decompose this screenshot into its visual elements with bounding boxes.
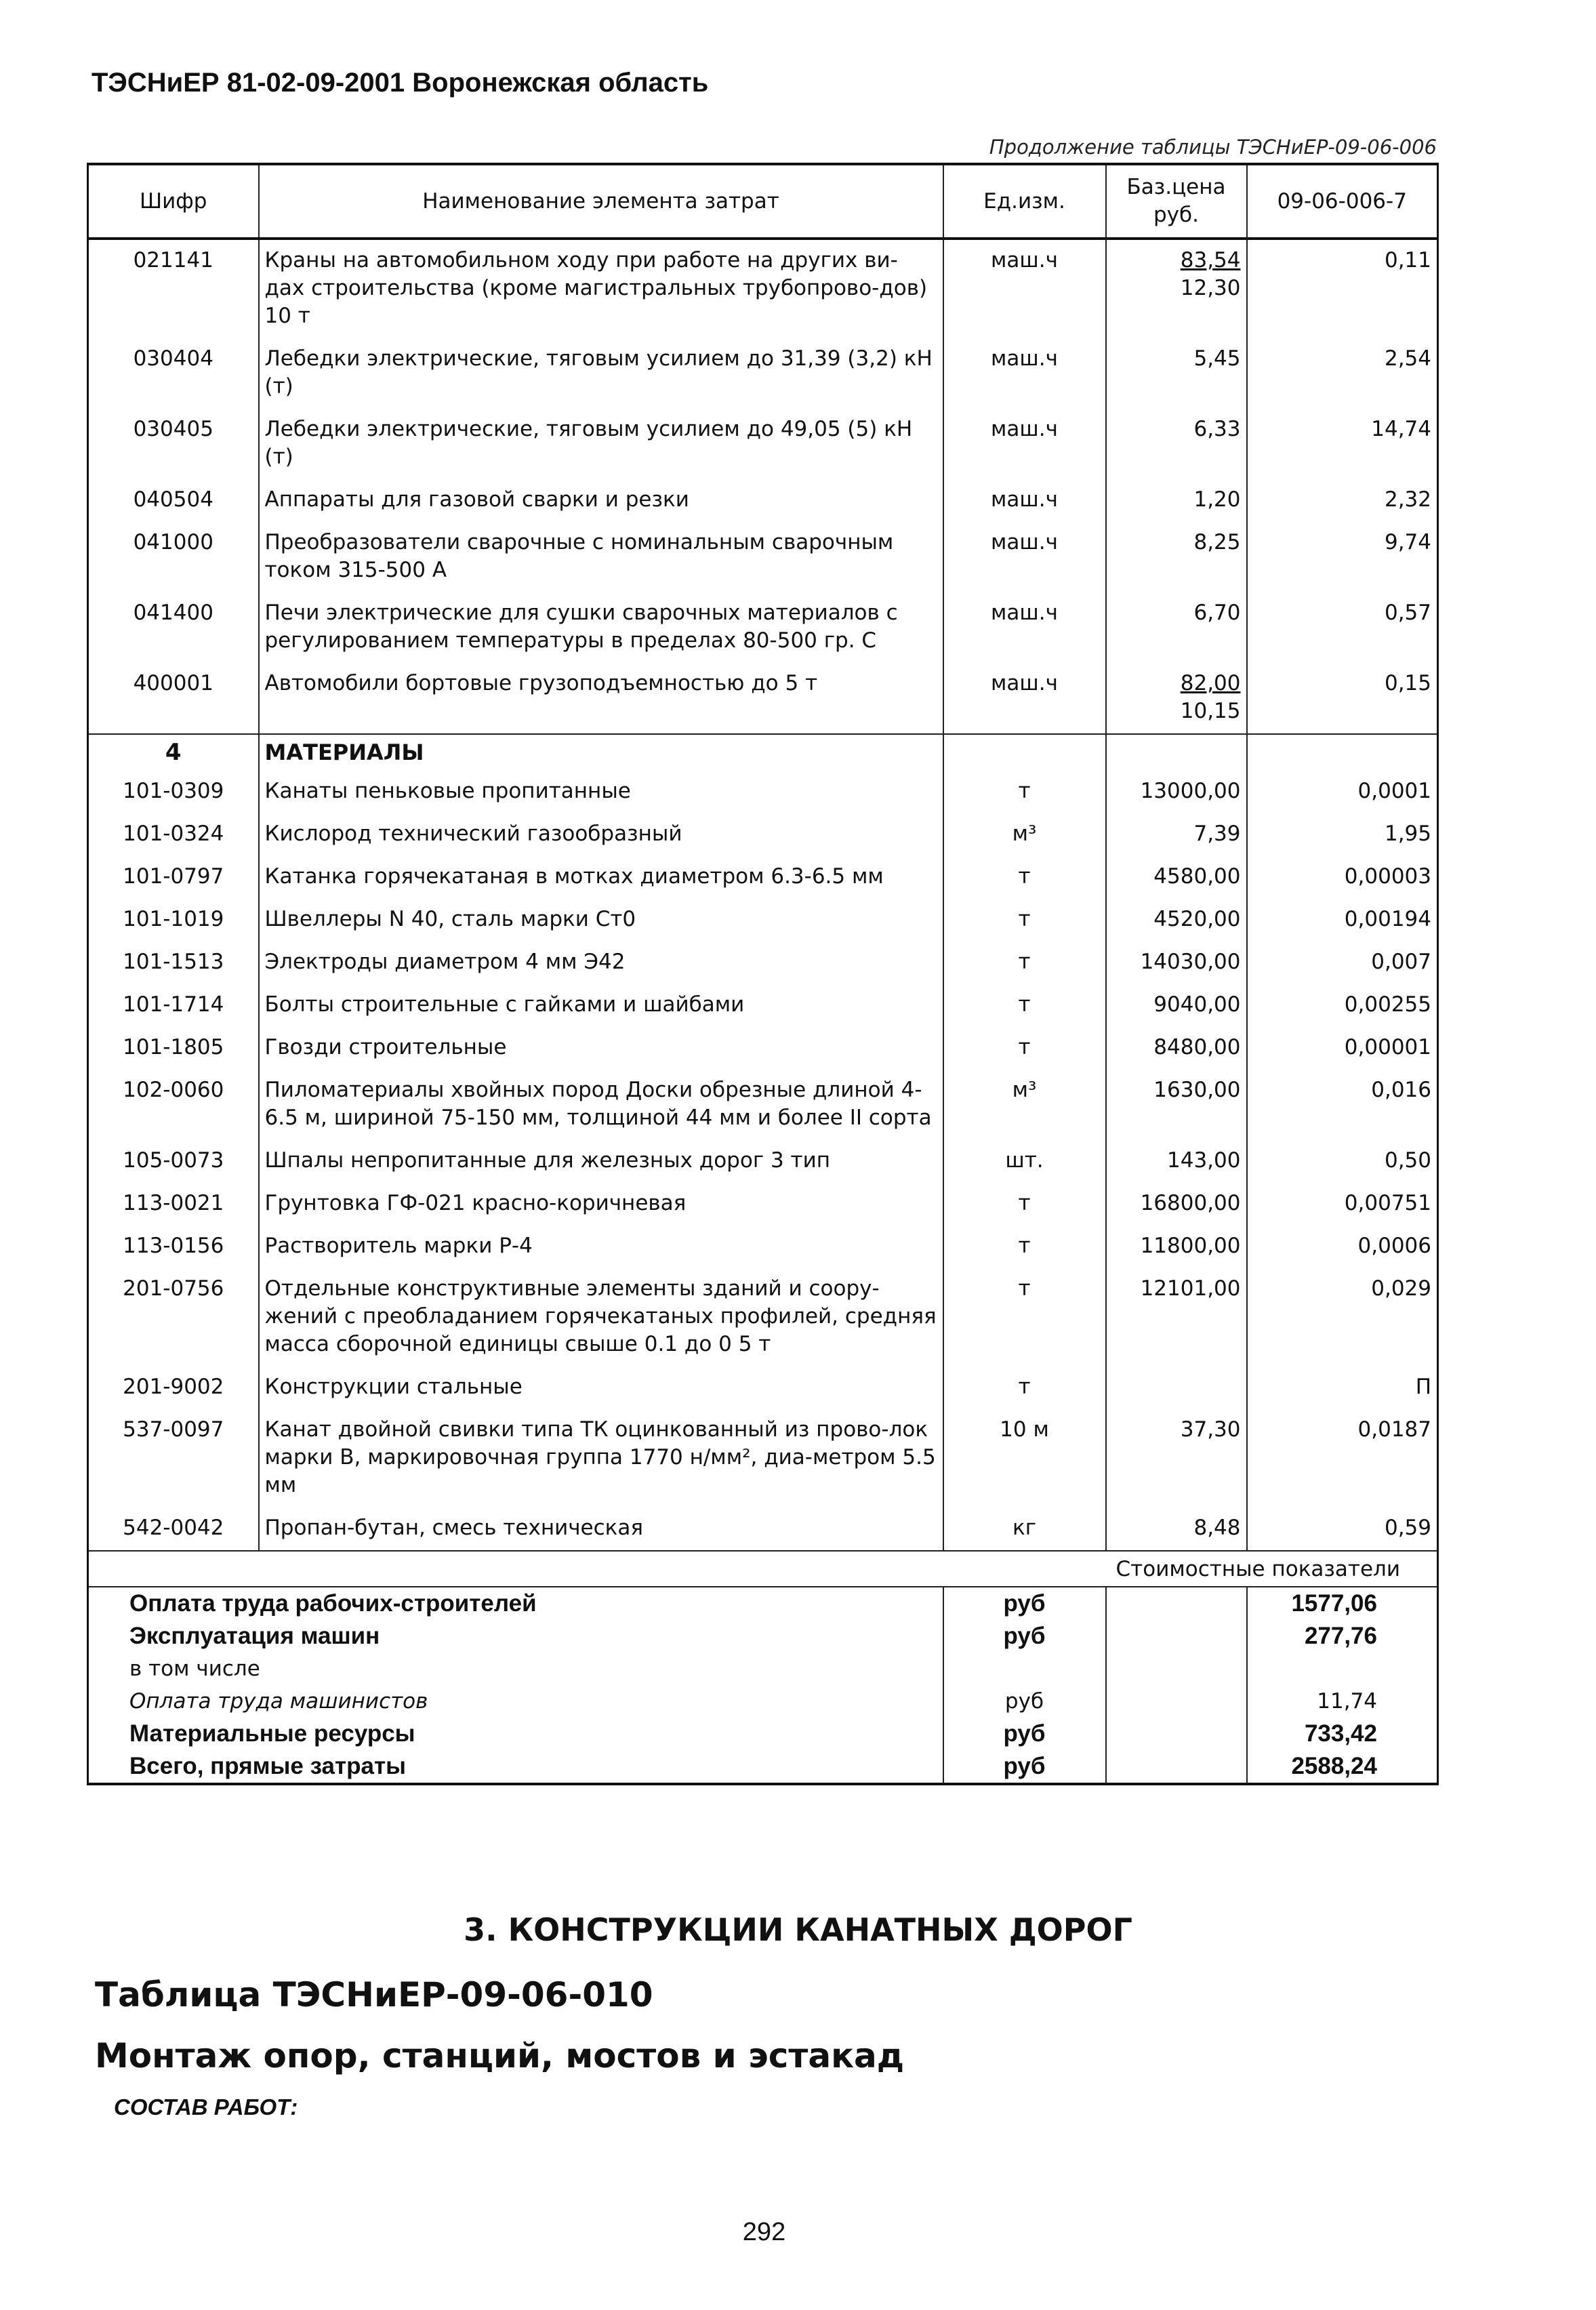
resource-code: 030405 xyxy=(88,409,259,479)
material-unit: м³ xyxy=(943,813,1106,856)
summary-row xyxy=(88,1653,1438,1685)
summary-row xyxy=(88,1718,1438,1750)
material-norm: 0,59 xyxy=(1247,1507,1438,1551)
resource-unit: маш.ч xyxy=(943,663,1106,734)
material-price: 11800,00 xyxy=(1106,1225,1247,1268)
material-price: 14030,00 xyxy=(1106,941,1247,984)
material-norm: 0,50 xyxy=(1247,1140,1438,1183)
material-price: 1630,00 xyxy=(1106,1070,1247,1140)
material-unit: м³ xyxy=(943,1070,1106,1140)
material-unit: 10 м xyxy=(943,1409,1106,1507)
table-row xyxy=(88,984,1438,1027)
material-code: 101-0797 xyxy=(88,856,259,899)
column-header-norm: 09-06-006-7 xyxy=(1247,164,1438,239)
price-header-line1: Баз.цена xyxy=(1126,175,1226,199)
material-unit: т xyxy=(943,1268,1106,1366)
section-unit-cell xyxy=(943,734,1106,771)
material-price: 12101,00 xyxy=(1106,1268,1247,1366)
material-unit: т xyxy=(943,899,1106,941)
material-price: 4520,00 xyxy=(1106,899,1247,941)
resource-code: 400001 xyxy=(88,663,259,734)
machine-rows xyxy=(88,239,1438,734)
resource-unit: маш.ч xyxy=(943,338,1106,409)
resource-norm: 9,74 xyxy=(1247,522,1438,592)
material-price: 8,48 xyxy=(1106,1507,1247,1551)
table-row xyxy=(88,1140,1438,1183)
material-unit: т xyxy=(943,1225,1106,1268)
material-unit: т xyxy=(943,856,1106,899)
material-name: Пиломатериалы хвойных пород Доски обрезные длиной 4-6.5 м, шириной 75-150 мм, толщиной 44 мм и более II сорта xyxy=(259,1070,943,1140)
summary-row xyxy=(88,1750,1438,1784)
material-price: 9040,00 xyxy=(1106,984,1247,1027)
table-row xyxy=(88,479,1438,522)
table-continuation-note: Продолжение таблицы ТЭСНиЕР-09-06-006 xyxy=(989,136,1437,159)
table-row xyxy=(88,1027,1438,1070)
summary-blank xyxy=(1106,1685,1247,1718)
material-norm: 0,0187 xyxy=(1247,1409,1438,1507)
material-rows xyxy=(88,771,1438,1551)
summary-row xyxy=(88,1685,1438,1718)
material-unit: шт. xyxy=(943,1140,1106,1183)
material-code: 101-1019 xyxy=(88,899,259,941)
material-price: 4580,00 xyxy=(1106,856,1247,899)
resource-price: 82,00 xyxy=(1180,671,1241,695)
resource-unit: маш.ч xyxy=(943,409,1106,479)
summary-value: 2588,24 xyxy=(1247,1750,1438,1784)
material-price: 8480,00 xyxy=(1106,1027,1247,1070)
material-code: 102-0060 xyxy=(88,1070,259,1140)
resource-unit: маш.ч xyxy=(943,239,1106,338)
material-code: 101-1805 xyxy=(88,1027,259,1070)
column-header-price xyxy=(1106,164,1247,239)
material-price: 37,30 xyxy=(1106,1409,1247,1507)
summary-unit xyxy=(943,1653,1106,1685)
column-header-unit: Ед.изм. xyxy=(943,164,1106,239)
resource-unit: маш.ч xyxy=(943,592,1106,663)
material-code: 101-1513 xyxy=(88,941,259,984)
material-norm: 0,029 xyxy=(1247,1268,1438,1366)
table-row xyxy=(88,1183,1438,1225)
document-header: ТЭСНиЕР 81-02-09-2001 Воронежская область xyxy=(91,68,709,98)
material-price: 7,39 xyxy=(1106,813,1247,856)
resource-unit: маш.ч xyxy=(943,522,1106,592)
material-code: 542-0042 xyxy=(88,1507,259,1551)
summary-label: Материальные ресурсы xyxy=(88,1718,943,1750)
resource-price-cell xyxy=(1106,409,1247,479)
resource-norm: 14,74 xyxy=(1247,409,1438,479)
section-title: МАТЕРИАЛЫ xyxy=(259,734,943,771)
section-heading: 3. КОНСТРУКЦИИ КАНАТНЫХ ДОРОГ xyxy=(464,1911,1132,1948)
summary-blank xyxy=(1106,1653,1247,1685)
summary-value: 733,42 xyxy=(1247,1718,1438,1750)
summary-label: Эксплуатация машин xyxy=(88,1620,943,1653)
material-unit: т xyxy=(943,1366,1106,1409)
material-name: Шпалы непропитанные для железных дорог 3 тип xyxy=(259,1140,943,1183)
resource-norm: 0,15 xyxy=(1247,663,1438,734)
resource-norm: 2,32 xyxy=(1247,479,1438,522)
table-row xyxy=(88,1225,1438,1268)
summary-label: в том числе xyxy=(88,1653,943,1685)
table-row xyxy=(88,522,1438,592)
resource-norm: 0,57 xyxy=(1247,592,1438,663)
material-name: Отдельные конструктивные элементы зданий и соору-жений с преобладанием горячекатаных профилей, средняя масса сборочной единицы свыше 0.1 до 0 5 т xyxy=(259,1268,943,1366)
table-row xyxy=(88,239,1438,338)
summary-row xyxy=(88,1620,1438,1653)
material-norm: П xyxy=(1247,1366,1438,1409)
material-norm: 0,00194 xyxy=(1247,899,1438,941)
summary-value: 1577,06 xyxy=(1247,1587,1438,1620)
material-name: Грунтовка ГФ-021 красно-коричневая xyxy=(259,1183,943,1225)
resource-price: 6,70 xyxy=(1193,601,1241,625)
material-name: Швеллеры N 40, сталь марки Ст0 xyxy=(259,899,943,941)
section-price-cell xyxy=(1106,734,1247,771)
resource-norm: 2,54 xyxy=(1247,338,1438,409)
resource-price-extra: 12,30 xyxy=(1180,276,1241,300)
summary-unit: руб xyxy=(943,1685,1106,1718)
table-row xyxy=(88,856,1438,899)
table-row xyxy=(88,1268,1438,1366)
table-row xyxy=(88,409,1438,479)
resource-name: Лебедки электрические, тяговым усилием до 49,05 (5) кН (т) xyxy=(259,409,943,479)
cost-indicators-row xyxy=(88,1551,1438,1587)
material-norm: 0,007 xyxy=(1247,941,1438,984)
resource-unit: маш.ч xyxy=(943,479,1106,522)
table-row xyxy=(88,1507,1438,1551)
material-code: 105-0073 xyxy=(88,1140,259,1183)
cost-indicators-blank xyxy=(88,1551,1106,1587)
material-code: 201-9002 xyxy=(88,1366,259,1409)
summary-row xyxy=(88,1587,1438,1620)
table-row xyxy=(88,1366,1438,1409)
table-row xyxy=(88,592,1438,663)
summary-unit: руб xyxy=(943,1750,1106,1784)
material-price: 143,00 xyxy=(1106,1140,1247,1183)
resource-price: 8,25 xyxy=(1193,530,1241,554)
material-code: 201-0756 xyxy=(88,1268,259,1366)
material-name: Болты строительные с гайками и шайбами xyxy=(259,984,943,1027)
material-code: 537-0097 xyxy=(88,1409,259,1507)
material-code: 101-0309 xyxy=(88,771,259,813)
summary-label: Оплата труда рабочих-строителей xyxy=(88,1587,943,1620)
resource-code: 041400 xyxy=(88,592,259,663)
resource-name: Лебедки электрические, тяговым усилием до 31,39 (3,2) кН (т) xyxy=(259,338,943,409)
resource-price-extra: 10,15 xyxy=(1180,699,1241,723)
material-name: Гвозди строительные xyxy=(259,1027,943,1070)
cost-indicators-label: Стоимостные показатели xyxy=(1106,1551,1438,1587)
material-price xyxy=(1106,1366,1247,1409)
resource-price-cell xyxy=(1106,522,1247,592)
materials-section-row xyxy=(88,734,1438,771)
column-header-name: Наименование элемента затрат xyxy=(259,164,943,239)
material-price: 13000,00 xyxy=(1106,771,1247,813)
table-title: Таблица ТЭСНиЕР-09-06-010 xyxy=(95,1975,653,2014)
material-code: 113-0021 xyxy=(88,1183,259,1225)
material-name: Электроды диаметром 4 мм Э42 xyxy=(259,941,943,984)
material-unit: т xyxy=(943,984,1106,1027)
material-name: Конструкции стальные xyxy=(259,1366,943,1409)
material-name: Канат двойной свивки типа ТК оцинкованный из прово-лок марки В, маркировочная группа 1770 н/мм², диа-метром 5.5 мм xyxy=(259,1409,943,1507)
material-norm: 0,00003 xyxy=(1247,856,1438,899)
summary-unit: руб xyxy=(943,1620,1106,1653)
resource-cost-table xyxy=(87,163,1439,1785)
material-norm: 0,00001 xyxy=(1247,1027,1438,1070)
summary-value: 277,76 xyxy=(1247,1620,1438,1653)
material-unit: кг xyxy=(943,1507,1106,1551)
resource-price: 83,54 xyxy=(1180,248,1241,272)
materials-section xyxy=(88,734,1438,771)
resource-name: Аппараты для газовой сварки и резки xyxy=(259,479,943,522)
resource-code: 041000 xyxy=(88,522,259,592)
price-header-line2: руб. xyxy=(1153,203,1199,227)
table-row xyxy=(88,899,1438,941)
material-norm: 1,95 xyxy=(1247,813,1438,856)
material-name: Катанка горячекатаная в мотках диаметром 6.3-6.5 мм xyxy=(259,856,943,899)
table-row xyxy=(88,813,1438,856)
summary-blank xyxy=(1106,1750,1247,1784)
resource-price-cell xyxy=(1106,592,1247,663)
material-code: 101-0324 xyxy=(88,813,259,856)
material-norm: 0,016 xyxy=(1247,1070,1438,1140)
summary-unit: руб xyxy=(943,1587,1106,1620)
resource-norm: 0,11 xyxy=(1247,239,1438,338)
summary-value xyxy=(1247,1653,1438,1685)
resource-name: Преобразователи сварочные с номинальным сварочным током 315-500 А xyxy=(259,522,943,592)
material-unit: т xyxy=(943,1183,1106,1225)
resource-code: 030404 xyxy=(88,338,259,409)
table-header-row xyxy=(88,164,1438,239)
material-norm: 0,00255 xyxy=(1247,984,1438,1027)
resource-price-cell xyxy=(1106,663,1247,734)
material-code: 101-1714 xyxy=(88,984,259,1027)
resource-price: 5,45 xyxy=(1193,346,1241,371)
work-composition-label: СОСТАВ РАБОТ: xyxy=(114,2094,298,2120)
table-row xyxy=(88,771,1438,813)
section-norm-cell xyxy=(1247,734,1438,771)
resource-name: Автомобили бортовые грузоподъемностью до 5 т xyxy=(259,663,943,734)
material-norm: 0,0001 xyxy=(1247,771,1438,813)
page-number: 292 xyxy=(742,2218,786,2246)
resource-name: Краны на автомобильном ходу при работе на других ви-дах строительства (кроме магистральных трубопрово-дов) 10 т xyxy=(259,239,943,338)
material-name: Кислород технический газообразный xyxy=(259,813,943,856)
material-name: Канаты пеньковые пропитанные xyxy=(259,771,943,813)
summary-block xyxy=(88,1551,1438,1587)
resource-code: 040504 xyxy=(88,479,259,522)
summary-blank xyxy=(1106,1620,1247,1653)
summary-rows xyxy=(88,1587,1438,1784)
material-unit: т xyxy=(943,771,1106,813)
summary-label: Оплата труда машинистов xyxy=(88,1685,943,1718)
table-row xyxy=(88,663,1438,734)
material-price: 16800,00 xyxy=(1106,1183,1247,1225)
table-subtitle: Монтаж опор, станций, мостов и эстакад xyxy=(95,2036,905,2075)
table-row xyxy=(88,1070,1438,1140)
resource-price: 1,20 xyxy=(1193,487,1241,512)
summary-blank xyxy=(1106,1718,1247,1750)
summary-unit: руб xyxy=(943,1718,1106,1750)
table-row xyxy=(88,338,1438,409)
resource-price-cell xyxy=(1106,338,1247,409)
material-norm: 0,0006 xyxy=(1247,1225,1438,1268)
summary-value: 11,74 xyxy=(1247,1685,1438,1718)
table-row xyxy=(88,941,1438,984)
summary-blank xyxy=(1106,1587,1247,1620)
resource-price: 6,33 xyxy=(1193,417,1241,441)
material-norm: 0,00751 xyxy=(1247,1183,1438,1225)
resource-price-cell xyxy=(1106,479,1247,522)
material-unit: т xyxy=(943,1027,1106,1070)
section-code: 4 xyxy=(88,734,259,771)
material-unit: т xyxy=(943,941,1106,984)
resource-code: 021141 xyxy=(88,239,259,338)
resource-price-cell xyxy=(1106,239,1247,338)
material-name: Растворитель марки Р-4 xyxy=(259,1225,943,1268)
table-row xyxy=(88,1409,1438,1507)
material-code: 113-0156 xyxy=(88,1225,259,1268)
column-header-code: Шифр xyxy=(88,164,259,239)
resource-name: Печи электрические для сушки сварочных материалов с регулированием температуры в пределах 80-500 гр. С xyxy=(259,592,943,663)
material-name: Пропан-бутан, смесь техническая xyxy=(259,1507,943,1551)
summary-label: Всего, прямые затраты xyxy=(88,1750,943,1784)
